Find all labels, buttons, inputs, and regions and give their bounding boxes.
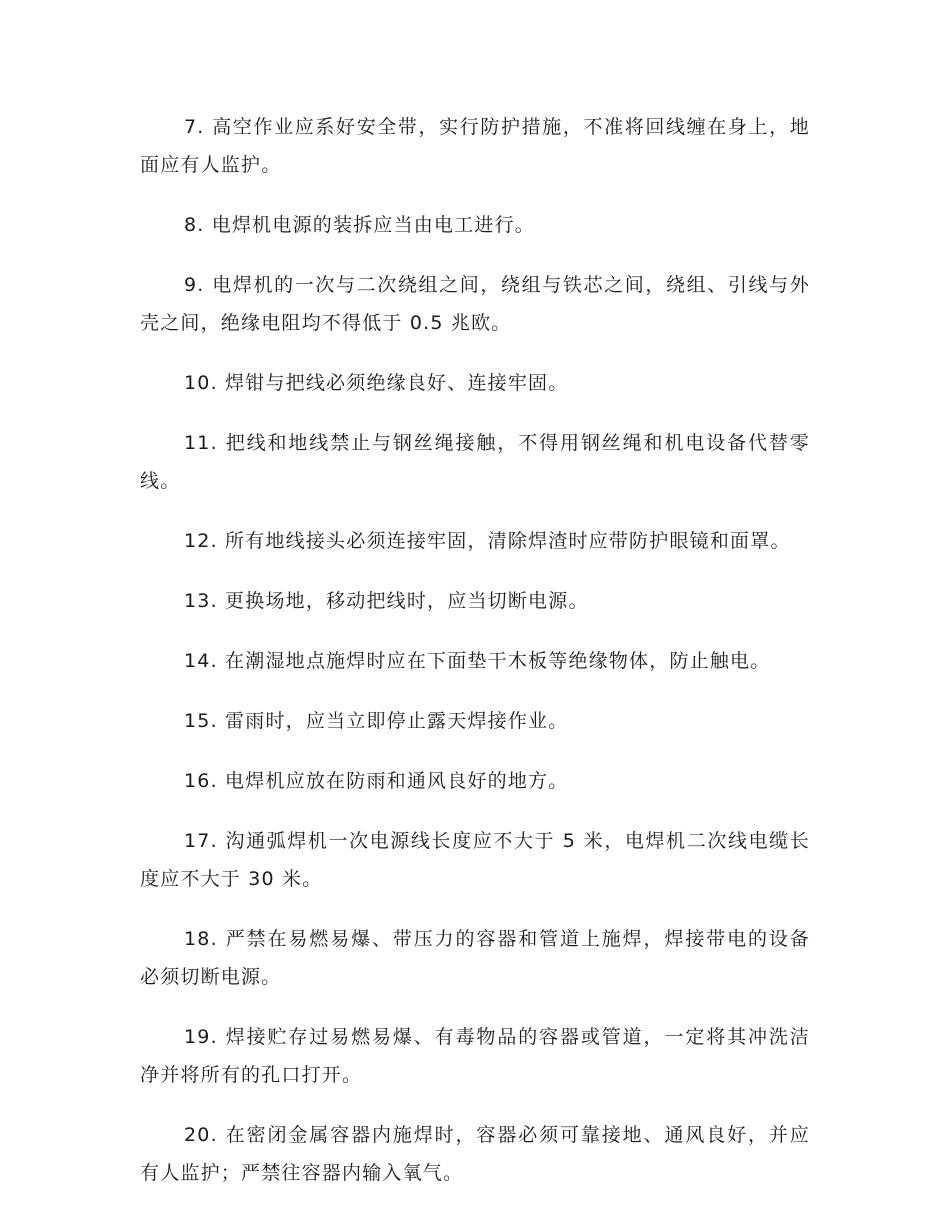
rule-item-11: 11. 把线和地线禁止与钢丝绳接触，不得用钢丝绳和机电设备代替零线。 (140, 432, 810, 492)
rule-item-14: 14. 在潮湿地点施焊时应在下面垫干木板等绝缘物体，防止触电。 (184, 650, 771, 672)
rule-item-18: 18. 严禁在易燃易爆、带压力的容器和管道上施焊，焊接带电的设备必须切断电源。 (140, 928, 810, 988)
rule-item-12: 12. 所有地线接头必须连接牢固，清除焊渣时应带防护眼镜和面罩。 (184, 530, 791, 552)
rule-item-8: 8. 电焊机电源的装拆应当由电工进行。 (184, 214, 535, 236)
rule-item-13: 13. 更换场地，移动把线时，应当切断电源。 (184, 590, 589, 612)
rule-item-20: 20. 在密闭金属容器内施焊时，容器必须可靠接地、通风良好，并应有人监护；严禁往容器内输入氧气。 (140, 1124, 810, 1184)
rule-item-15: 15. 雷雨时，应当立即停止露天焊接作业。 (184, 710, 569, 732)
rule-item-19: 19. 焊接贮存过易燃易爆、有毒物品的容器或管道，一定将其冲洗洁净并将所有的孔口打开。 (140, 1026, 810, 1086)
document-body (140, 108, 810, 1214)
rule-item-9: 9. 电焊机的一次与二次绕组之间，绕组与铁芯之间，绕组、引线与外壳之间，绝缘电阻均不得低于 0.5 兆欧。 (140, 274, 810, 334)
rule-item-17: 17. 沟通弧焊机一次电源线长度应不大于 5 米，电焊机二次线电缆长度应不大于 30 米。 (140, 830, 810, 890)
rule-item-10: 10. 焊钳与把线必须绝缘良好、连接牢固。 (184, 372, 569, 394)
rule-item-16: 16. 电焊机应放在防雨和通风良好的地方。 (184, 770, 569, 792)
rule-item-7: 7. 高空作业应系好安全带，实行防护措施，不准将回线缠在身上，地面应有人监护。 (140, 116, 810, 176)
